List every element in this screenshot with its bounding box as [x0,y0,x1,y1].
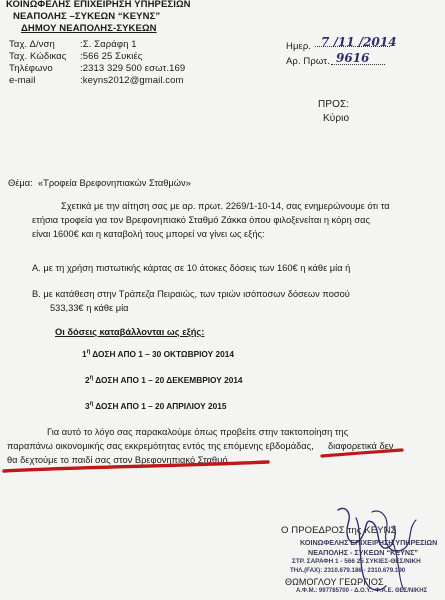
stamp-line: ΝΕΑΠΟΛΗΣ - ΣΥΚΕΩΝ “ΚΕΥΝΣ” [308,548,418,557]
paragraph-line: Σχετικά με την αίτηση σας με αρ. πρωτ. 2269/1-10-14, σας ενημερώνουμε ότι τα [61,201,390,211]
date-label: Ημερ. [286,41,312,52]
payment-option-b-line2: 533,33€ η κάθε μία [50,303,129,313]
installments-title: Οι δόσεις καταβάλλονται ως εξής: [55,327,205,337]
installment-number: 3 [85,400,90,411]
org-name-line2: ΝΕΑΠΟΛΗΣ –ΣΥΚΕΩΝ “ΚΕΥΝΣ” [13,11,161,22]
stamp-line: Α.Φ.Μ.: 997785700 - Δ.Ο.Υ.: Φ.Α.Ε. ΘΕΣ/ΝΙΚΗΣ [296,588,428,594]
paragraph-line: ετήσια τροφεία για τον Βρεφονηπιακό Σταθμό Ζάκκα όπου φιλοξενείται η κόρη σας [32,215,370,225]
protocol-number: 9616 [336,51,370,65]
paragraph-line: Για αυτό το λόγο σας παρακαλούμε όπως προβείτε στην τακτοποίηση της [47,427,349,437]
recipient-label: ΠΡΟΣ: [318,99,350,110]
org-name-line3: ΔΗΜΟΥ ΝΕΑΠΟΛΗΣ-ΣΥΚΕΩΝ [21,23,157,34]
stamp-line: ΚΟΙΝΩΦΕΛΗΣ ΕΠΙΧΕΙΡΗΣΗ ΥΠΗΡΕΣΙΩΝ [300,538,438,547]
recipient-value: Κύριο [323,113,350,124]
contact-value: :566 25 Συκιές [80,51,143,62]
contact-value: :keyns2012@gmail.com [80,75,184,86]
installment-ordinal: η [89,401,94,407]
contact-label: Ταχ. Κώδικας [9,51,67,62]
stamp-line: ΣΤΡ. ΣΑΡΑΦΗ 1 - 566 25 ΣΥΚΙΕΣ-ΘΕΣ/ΝΙΚΗ [292,558,421,565]
contact-label: Τηλέφωνο [9,63,53,74]
payment-option-a: A. με τη χρήση πιστωτικής κάρτας σε 10 άτοκες δόσεις των 160€ η κάθε μία ή [32,263,351,273]
warning-text: διαφορετικά δεν [328,441,394,451]
contact-value: :Σ. Σαράφη 1 [80,39,137,50]
paragraph-line: είναι 1600€ και η καταβολή τους μπορεί να γίνει ως εξής: [32,229,265,239]
installment-number: 2 [85,374,90,385]
protocol-label: Αρ. Πρωτ. [286,56,330,67]
org-name-line1: ΚΟΙΝΩΦΕΛΗΣ ΕΠΙΧΕΙΡΗΣΗ ΥΠΗΡΕΣΙΩΝ [6,0,191,10]
signatory-title: Ο ΠΡΟΕΔΡΟΣ της ΚΕΥΝΣ [281,525,397,536]
date-value: 7 /11 /2014 [321,35,397,49]
installment-ordinal: η [86,349,91,355]
installment-ordinal: η [89,375,94,381]
subject-value: «Τροφεία Βρεφονηπιακών Σταθμών» [38,178,191,188]
contact-label: e-mail [9,75,36,86]
payment-option-b-line1: B. με κατάθεση στην Τράπεζα Πειραιώς, των τριών ισόποσων δόσεων ποσού [32,289,350,299]
signatory-name: ΘΩΜΟΓΛΟΥ ΓΕΩΡΓΙΟΣ [285,577,384,587]
installment-text: ΔΟΣΗ ΑΠΟ 1 – 30 ΟΚΤΩΒΡΙΟΥ 2014 [92,348,234,359]
contact-label: Ταχ. Δ/νση [9,39,55,50]
warning-text: θα δεχτούμε το παιδί σας στον Βρεφονηπιακό Σταθμό. [7,455,231,465]
stamp-line: ΤΗΛ.(FAX): 2310.679.186 - 2310.679.190 [290,567,406,574]
installment-text: ΔΟΣΗ ΑΠΟ 1 – 20 ΑΠΡΙΛΙΟΥ 2015 [95,400,227,411]
installment-text: ΔΟΣΗ ΑΠΟ 1 – 20 ΔΕΚΕΜΒΡΙΟΥ 2014 [95,374,243,385]
subject-label: Θέμα: [8,178,33,188]
paragraph-line: παραπάνω οικονομικής σας εκκρεμότητας εντός της επόμενης εβδομάδας, [7,441,314,451]
contact-value: :2313 329 500 εσωτ.169 [80,63,186,74]
installment-number: 1 [82,348,87,359]
